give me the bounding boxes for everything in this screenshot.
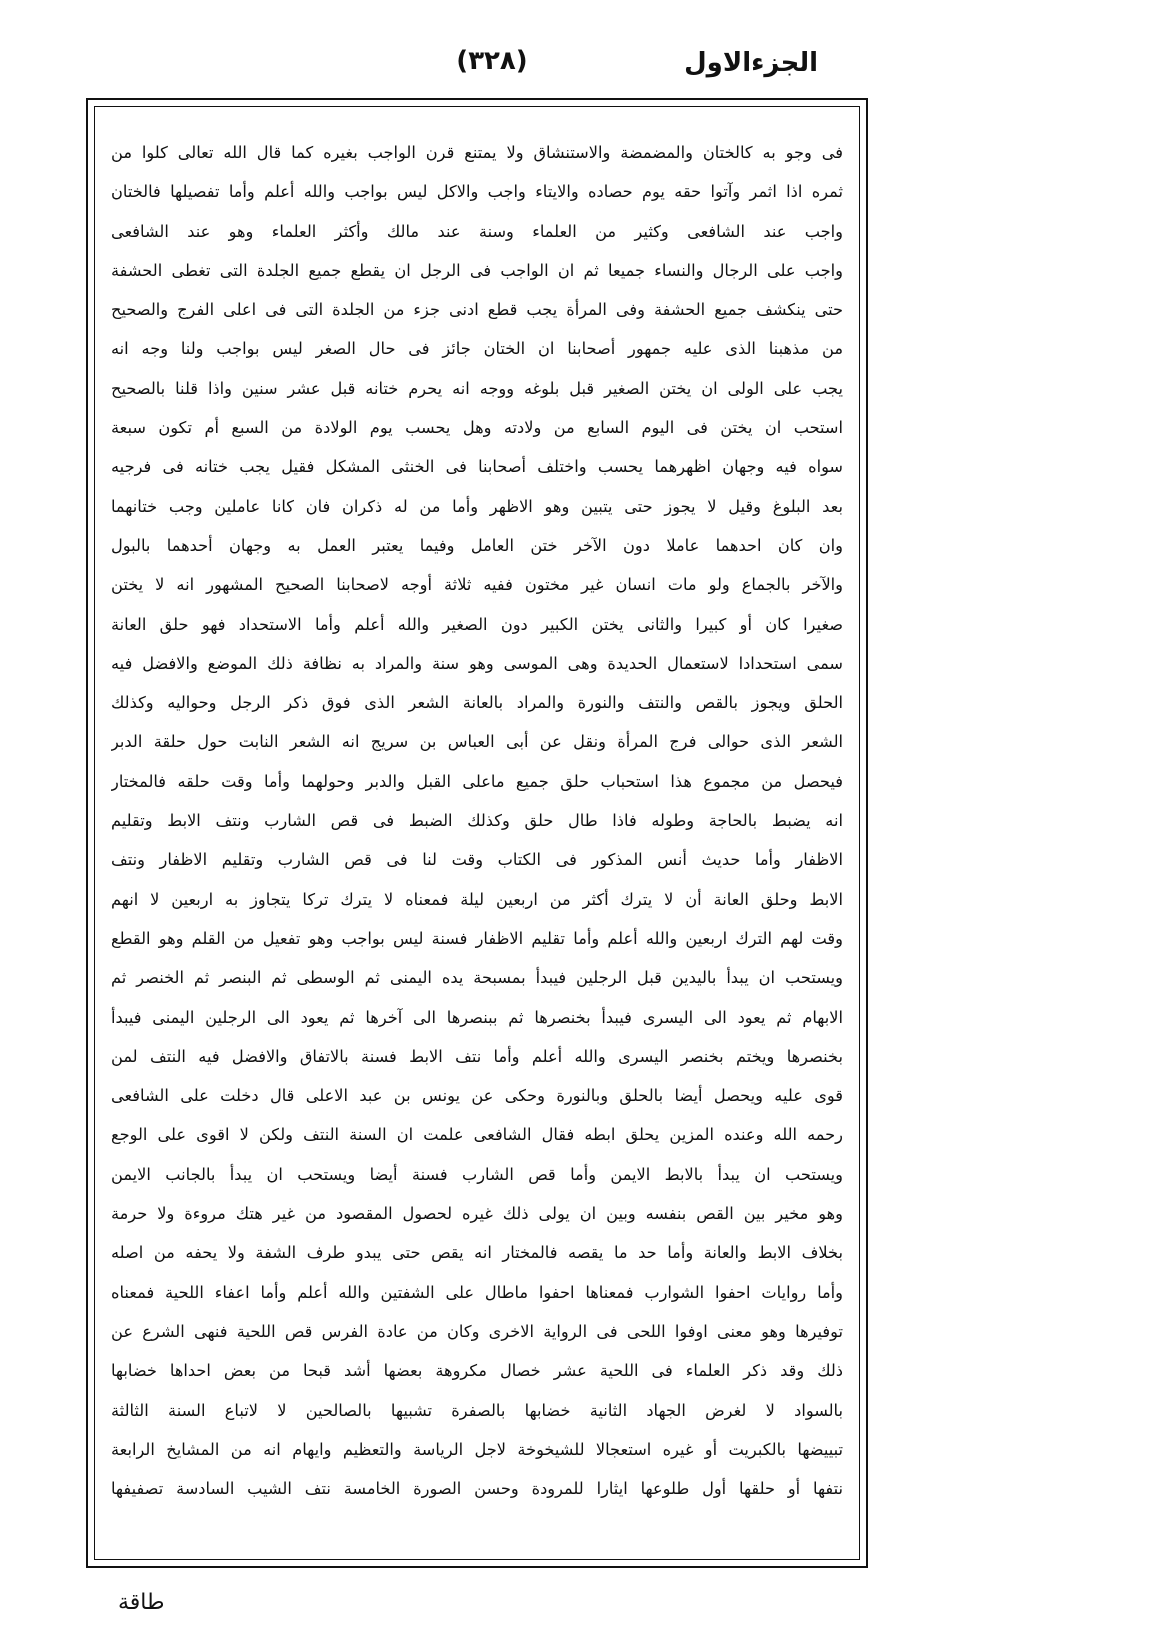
text-line: فى وجو به كالختان والمضمضة والاستنشاق ولا يمتنع قرن الواجب بغيره كما قال الله تعالى كلوا من [111, 143, 843, 162]
text-line: الابهام ثم يعود الى اليسرى فيبدأ بخنصرها ثم ببنصرها الى آخرها ثم يعود الى الرجلين اليمنى فيبدأ [111, 1007, 843, 1027]
text-frame-inner [94, 106, 860, 1560]
text-line: بخلاف الابط والعانة وأما حد ما يقصه فالمختار انه يقص حتى يبدو طرف الشفة ولا يحفه من اصله [111, 1243, 843, 1263]
text-line: ويستحب ان يبدأ بالابط الايمن وأما قص الشارب فسنة أيضا ويستحب ان يبدأ بالجانب الايمن [111, 1164, 843, 1184]
text-line: فيحصل من مجموع هذا استحباب حلق جميع ماعلى القبل والدبر وحولهما وأما وقت حلقه فالمختار [111, 771, 843, 791]
text-line: استحب ان يختن فى اليوم السابع من ولادته وهل يحسب يوم الولادة من السبع أم تكون سبعة [111, 418, 843, 438]
text-line: والآخر بالجماع ولو مات انسان غير مختون ففيه ثلاثة أوجه لاصحابنا الصحيح المشهور انه لا يختن [111, 575, 843, 595]
text-line: نتفها أو حلقها أول طلوعها ايثارا للمرودة وحسن الصورة الخامسة نتف الشيب السادسة تصفيفها [111, 1479, 843, 1499]
text-line: بالسواد لا لغرض الجهاد الثانية خضابها بالصفرة تشبيها بالصالحين لا لاتباع السنة الثالثة [111, 1400, 843, 1420]
text-line: ذلك وقد ذكر العلماء فى اللحية عشر خصال مكروهة بعضها أشد قبحا من بعض احداها خضابها [111, 1361, 843, 1381]
text-block [111, 133, 843, 1508]
text-line: واجب على الرجال والنساء جميعا ثم ان الواجب فى الرجل ان يقطع جميع الجلدة التى تغطى الحشفة [111, 260, 843, 280]
text-line: من مذهبنا الذى عليه جمهور أصحابنا ان الختان جائز فى حال الصغر ليس بواجب ولنا وجه انه [111, 339, 843, 359]
text-line: وأما روايات احفوا الشوارب فمعناها احفوا ماطال على الشفتين والله أعلم وأما اعفاء اللحية فمعناه [111, 1282, 843, 1302]
text-line: ويستحب ان يبدأ باليدين قبل الرجلين فيبدأ بمسبحة يده اليمنى ثم الوسطى ثم البنصر ثم الخنصر ثم [111, 968, 843, 988]
text-line: وقت لهم الترك اربعين والله أعلم وأما تقليم الاظفار فسنة ليس بواجب وهو تفعيل من القلم وهو القطع [111, 928, 843, 948]
text-line: سمى استحدادا لاستعمال الحديدة وهى الموسى وهو سنة والمراد به نظافة ذلك الموضع والافضل فيه [111, 653, 843, 673]
text-line: وان كان احدهما عاملا دون الآخر ختن العامل وفيما يعتبر العمل به وجهان أحدهما بالبول [111, 535, 843, 555]
text-line: حتى ينكشف جميع الحشفة وفى المرأة يجب قطع ادنى جزء من الجلدة التى فى اعلى الفرج والصحيح [111, 300, 843, 320]
page-number: (٣٢٨) [456, 46, 528, 76]
part-title: الجزءالاول [684, 48, 818, 78]
text-line: سواه فيه وجهان اظهرهما يحسب واختلف أصحابنا فى الخنثى المشكل فقيل يجب ختانه فى فرجيه [111, 457, 843, 477]
text-line: الاظفار وأما حديث أنس المذكور فى الكتاب وقت لنا فى قص الشارب وتقليم الاظفار ونتف [111, 850, 843, 870]
text-line: الابط وحلق العانة أن لا يترك أكثر من اربعين ليلة فمعناه لا يترك تركا يتجاوز به اربعين لا انهم [111, 889, 843, 909]
text-line: توفيرها وهو معنى اوفوا اللحى فى الرواية الاخرى وكان من عادة الفرس قص اللحية فنهى الشرع عن [111, 1321, 843, 1341]
text-line: ثمره اذا اثمر وآتوا حقه يوم حصاده والايتاء واجب والاكل ليس بواجب والله أعلم وأما تفصيلها فالختان [111, 182, 843, 202]
text-line: الحلق ويجوز بالقص والنتف والنورة والمراد بالعانة الشعر الذى فوق ذكر الرجل وحواليه وكذلك [111, 693, 843, 713]
text-line: تبييضها بالكبريت أو غيره استعجالا للشيخوخة لاجل الرياسة والتعظيم وايهام انه من المشايخ الرابعة [111, 1439, 843, 1459]
text-line: انه يضبط بالحاجة وطوله فاذا طال حلق وكذلك الضبط فى قص الشارب ونتف الابط وتقليم [111, 811, 843, 831]
text-line: الشعر الذى حوالى فرج المرأة ونقل عن أبى العباس بن سريج انه الشعر النابت حول حلقة الدبر [111, 732, 843, 752]
text-line: بعد البلوغ وقيل لا يجوز حتى يتبين وهو الاظهر وأما من له ذكران فان كانا عاملين وجب ختانهما [111, 496, 843, 516]
footer-signature-word: طاقة [118, 1590, 165, 1615]
text-line: وهو مخير بين القص بنفسه وبين ان يولى ذلك غيره لحصول المقصود من غير هتك مروءة ولا حرمة [111, 1204, 843, 1224]
text-line: بخنصرها ويختم بخنصر اليسرى والله أعلم وأما نتف الابط فسنة بالاتفاق والافضل فيه النتف لمن [111, 1046, 843, 1066]
text-line: واجب عند الشافعى وكثير من العلماء وسنة عند مالك وأكثر العلماء وهو عند الشافعى [111, 221, 843, 241]
text-line: يجب على الولى ان يختن الصغير قبل بلوغه ووجه انه يحرم ختانه قبل عشر سنين واذا قلنا بالصحيح [111, 378, 843, 398]
text-line: صغيرا كان أو كبيرا والثانى يختن الكبير دون الصغير والله أعلم وأما الاستحداد فهو حلق العانة [111, 614, 843, 634]
text-line: رحمه الله وعنده المزين يحلق ابطه فقال الشافعى علمت ان السنة النتف ولكن لا اقوى على الوجع [111, 1125, 843, 1145]
text-line: قوى عليه ويحصل أيضا بالحلق وبالنورة وحكى عن يونس بن عبد الاعلى قال دخلت على الشافعى [111, 1086, 843, 1106]
text-frame-outer [86, 98, 868, 1568]
